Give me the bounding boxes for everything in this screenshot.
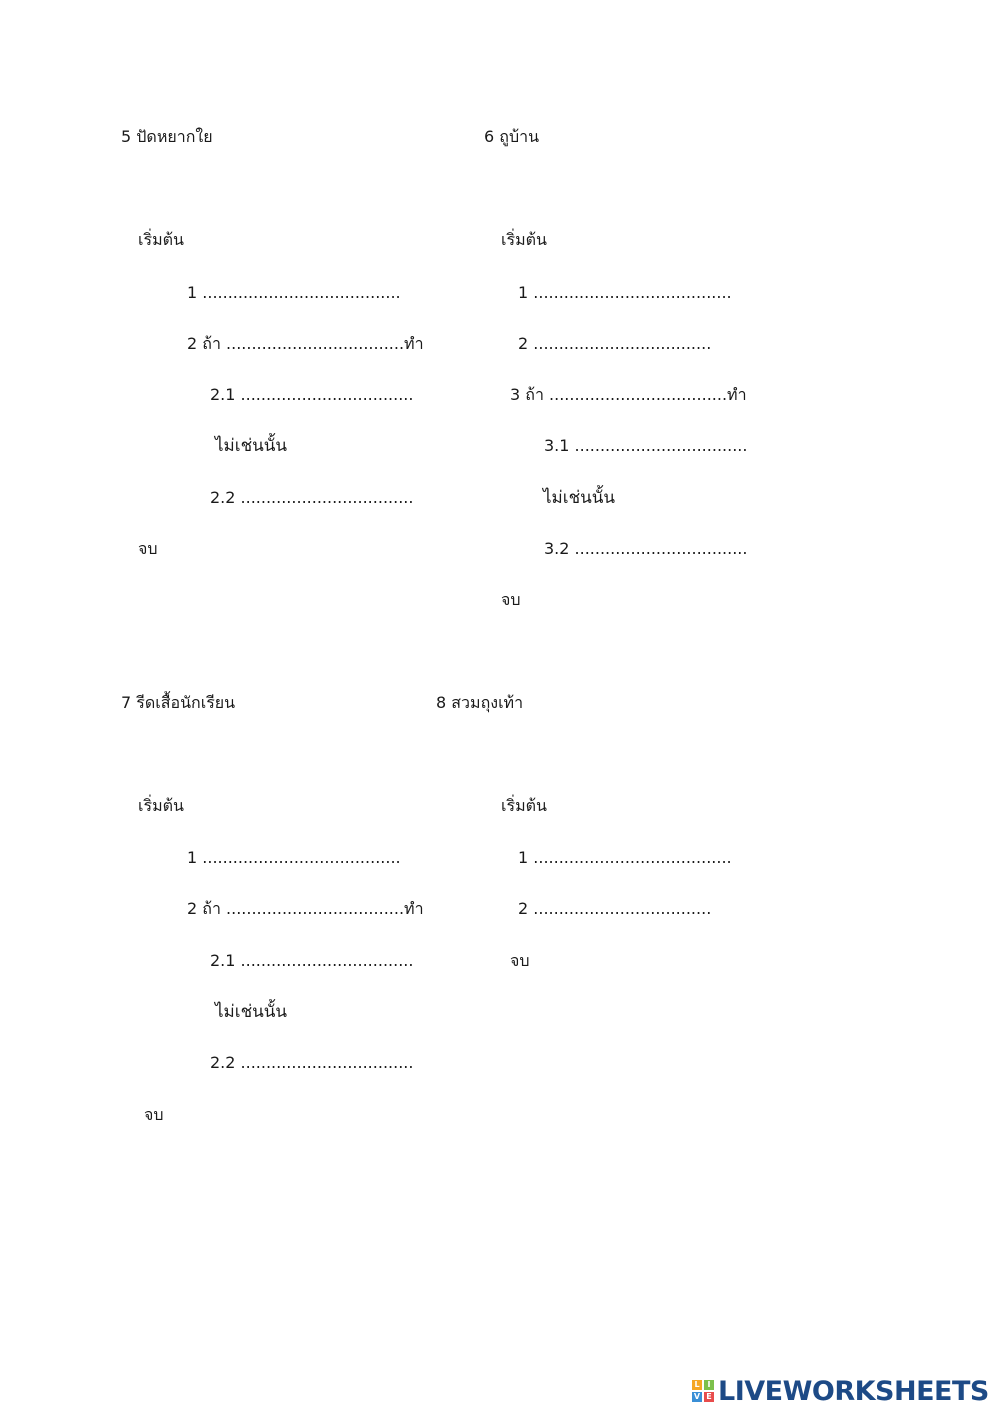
logo-mark-i: I <box>704 1380 714 1390</box>
logo-text: LIVEWORKSHEETS <box>718 1375 989 1407</box>
worksheet-line-12: 3 ถ้า ...................................ทำ <box>510 385 747 404</box>
worksheet-line-18: เริ่มต้น <box>138 796 184 815</box>
worksheet-line-29: จบ <box>510 951 530 970</box>
liveworksheets-logo <box>692 1374 989 1408</box>
worksheet-line-3: 2 ถ้า ...................................ทำ <box>187 334 424 353</box>
worksheet-line-26: เริ่มต้น <box>501 796 547 815</box>
worksheet-line-21: 2.1 .................................. <box>210 951 414 970</box>
worksheet-line-28: 2 ................................... <box>518 899 712 918</box>
worksheet-line-24: จบ <box>144 1105 164 1124</box>
logo-mark-icon <box>692 1380 714 1402</box>
worksheet-line-4: 2.1 .................................. <box>210 385 414 404</box>
worksheet-line-11: 2 ................................... <box>518 334 712 353</box>
worksheet-line-20: 2 ถ้า ...................................ทำ <box>187 899 424 918</box>
worksheet-line-15: 3.2 .................................. <box>544 539 748 558</box>
logo-mark-e: E <box>704 1392 714 1402</box>
worksheet-line-5: ไม่เช่นนั้น <box>215 436 287 456</box>
worksheet-line-10: 1 ....................................... <box>518 283 732 302</box>
logo-mark-v: V <box>693 1392 701 1401</box>
worksheet-line-16: จบ <box>501 590 521 609</box>
worksheet-line-25: 8 สวมถุงเท้า <box>436 693 524 712</box>
worksheet-line-1: เริ่มต้น <box>138 230 184 249</box>
worksheet-line-2: 1 ....................................... <box>187 283 401 302</box>
logo-mark-l: L <box>692 1380 702 1390</box>
worksheet-line-0: 5 ปัดหยากใย <box>121 127 213 146</box>
worksheet-line-13: 3.1 .................................. <box>544 436 748 455</box>
worksheet-line-17: 7 รีดเสื้อนักเรียน <box>121 693 236 712</box>
worksheet-line-7: จบ <box>138 539 158 558</box>
worksheet-line-6: 2.2 .................................. <box>210 488 414 507</box>
worksheet-line-8: 6 ถูบ้าน <box>484 127 540 146</box>
worksheet-line-27: 1 ....................................... <box>518 848 732 867</box>
worksheet-line-22: ไม่เช่นนั้น <box>215 1002 287 1022</box>
worksheet-line-19: 1 ....................................... <box>187 848 401 867</box>
worksheet-line-14: ไม่เช่นนั้น <box>543 488 615 508</box>
worksheet-line-23: 2.2 .................................. <box>210 1053 414 1072</box>
worksheet-line-9: เริ่มต้น <box>501 230 547 249</box>
